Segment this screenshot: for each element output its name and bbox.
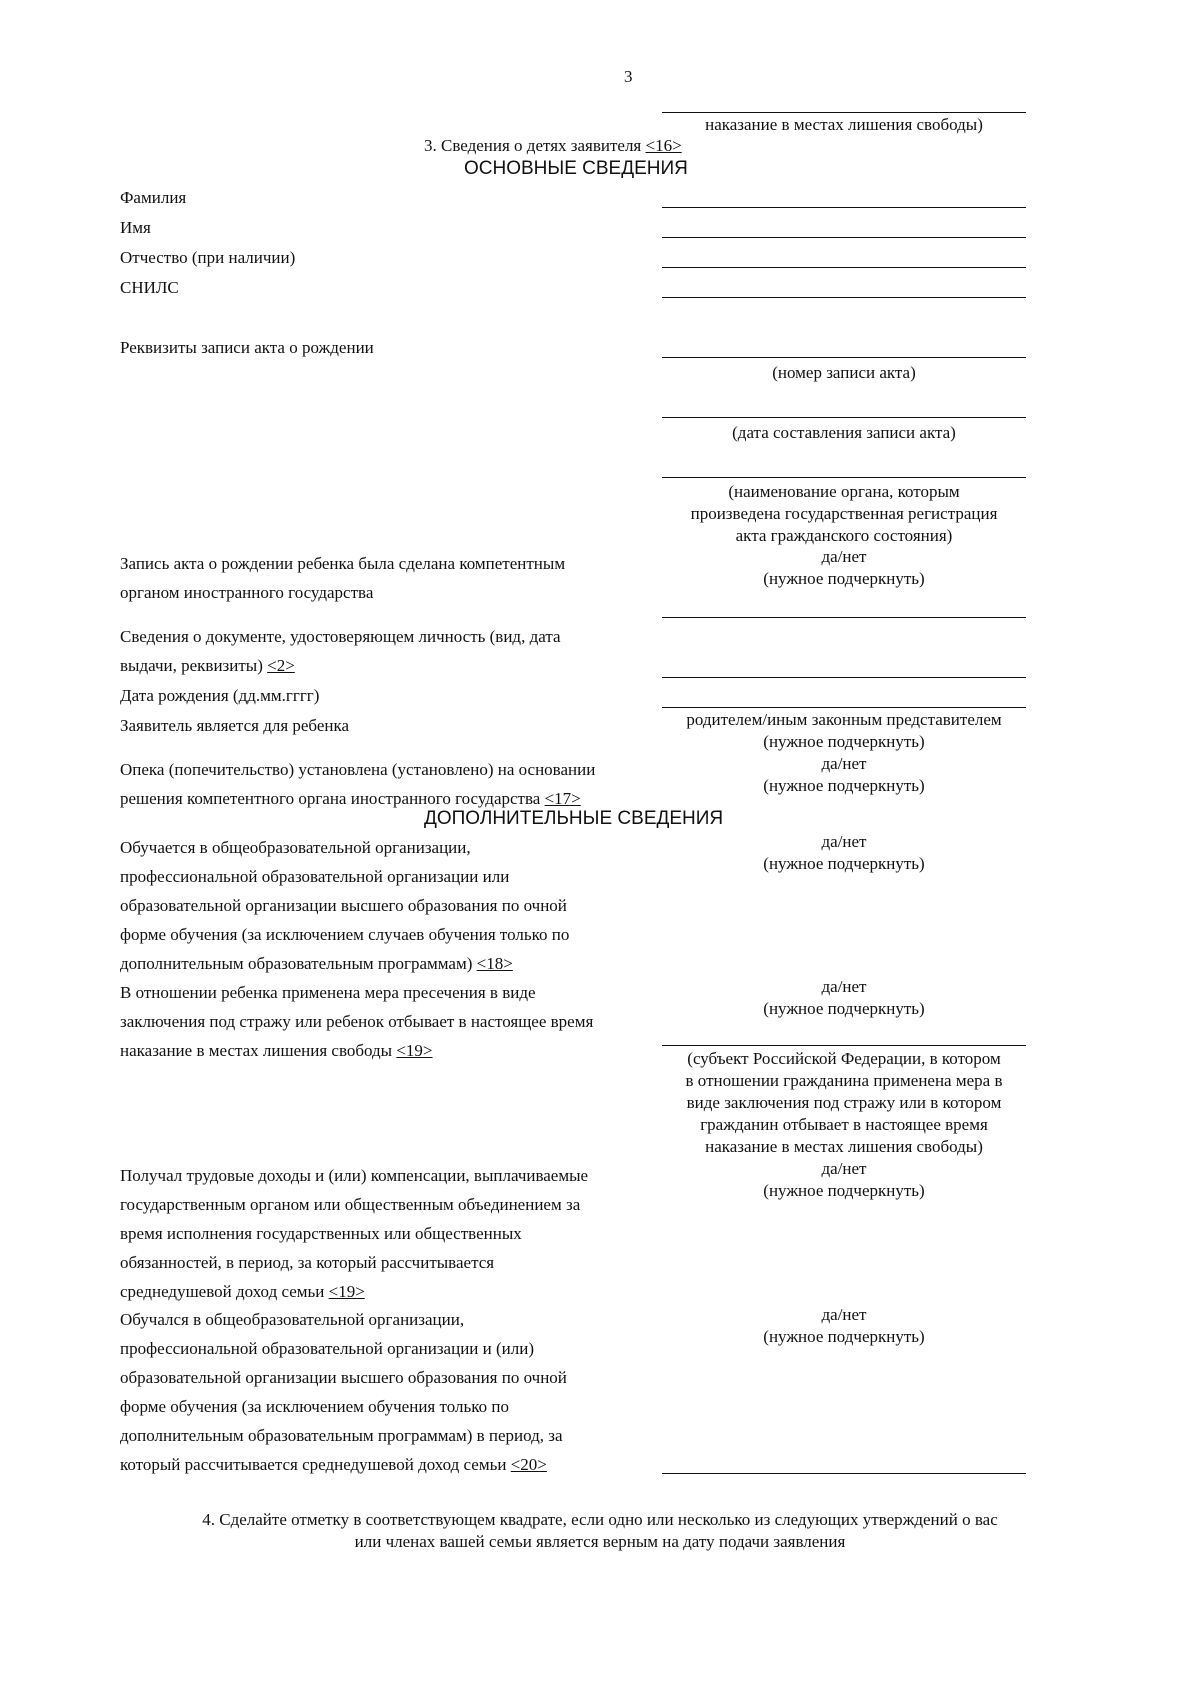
authority-caption bbox=[664, 481, 1024, 547]
studied-line: профессиональной образовательной организации и (или) bbox=[120, 1339, 534, 1358]
authority-caption-line: произведена государственная регистрация bbox=[690, 504, 998, 523]
subject-field[interactable] bbox=[662, 1045, 1026, 1046]
footnote-18-link[interactable]: <18> bbox=[476, 954, 513, 973]
income-line: среднедушевой доход семьи bbox=[120, 1282, 325, 1301]
footnote-20-link[interactable]: <20> bbox=[510, 1455, 547, 1474]
authority-field[interactable] bbox=[662, 477, 1026, 478]
yes-no-option[interactable]: да/нет bbox=[821, 832, 867, 851]
footnote-17-link[interactable]: <17> bbox=[544, 789, 581, 808]
underline-hint: (нужное подчеркнуть) bbox=[763, 1327, 925, 1346]
income-line: обязанностей, в период, за который рассчитывается bbox=[120, 1253, 495, 1272]
underline-hint: (нужное подчеркнуть) bbox=[763, 854, 925, 873]
yes-no-option[interactable]: да/нет bbox=[821, 547, 867, 566]
surname-label: Фамилия bbox=[120, 188, 187, 207]
guardianship-line: Опека (попечительство) установлена (установлено) на основании bbox=[120, 760, 596, 779]
id-document-line: выдачи, реквизиты) bbox=[120, 656, 263, 675]
custody-label bbox=[120, 978, 593, 1065]
birth-record-label: Реквизиты записи акта о рождении bbox=[120, 338, 374, 357]
footnote-19b-link[interactable]: <19> bbox=[328, 1282, 365, 1301]
authority-caption-line: (наименование органа, которым bbox=[728, 482, 960, 501]
income-line: Получал трудовые доходы и (или) компенсации, выплачиваемые bbox=[120, 1166, 589, 1185]
income-line: время исполнения государственных или общественных bbox=[120, 1224, 522, 1243]
yes-no-option[interactable]: да/нет bbox=[821, 1305, 867, 1324]
main-info-subtitle: ОСНОВНЫЕ СВЕДЕНИЯ bbox=[464, 158, 688, 179]
underline-hint: (нужное подчеркнуть) bbox=[763, 1181, 925, 1200]
subject-caption-line: в отношении гражданина применена мера в bbox=[685, 1071, 1003, 1090]
subject-caption-line: (субъект Российской Федерации, в котором bbox=[687, 1049, 1001, 1068]
income-line: государственным органом или общественным объединением за bbox=[120, 1195, 581, 1214]
income-label bbox=[120, 1161, 588, 1306]
id-document-field[interactable] bbox=[662, 617, 1026, 618]
studies-line: профессиональной образовательной организации или bbox=[120, 867, 510, 886]
id-document-line: Сведения о документе, удостоверяющем личность (вид, дата bbox=[120, 627, 561, 646]
record-number-caption: (номер записи акта) bbox=[772, 363, 916, 382]
footnote-16-link[interactable]: <16> bbox=[645, 136, 682, 155]
foreign-record-answer[interactable] bbox=[664, 546, 1024, 590]
underline-hint: (нужное подчеркнуть) bbox=[763, 776, 925, 795]
applicant-role-answer[interactable] bbox=[664, 709, 1024, 753]
studied-line: форме обучения (за исключением обучения только по bbox=[120, 1397, 509, 1416]
subject-caption-line: гражданин отбывает в настоящее время bbox=[700, 1115, 988, 1134]
foreign-record-line: Запись акта о рождении ребенка была сделана компетентным bbox=[120, 554, 566, 573]
studied-line: который рассчитывается среднедушевой доход семьи bbox=[120, 1455, 507, 1474]
extra-info-subtitle: ДОПОЛНИТЕЛЬНЫЕ СВЕДЕНИЯ bbox=[424, 808, 724, 829]
top-caption: наказание в местах лишения свободы) bbox=[705, 115, 983, 134]
applicant-role-options[interactable]: родителем/иным законным представителем bbox=[686, 710, 1002, 729]
underline-hint: (нужное подчеркнуть) bbox=[763, 569, 925, 588]
section-4-line: 4. Сделайте отметку в соответствующем квадрате, если одно или несколько из следующих утверждений о вас bbox=[202, 1510, 998, 1529]
surname-field[interactable] bbox=[662, 207, 1026, 208]
birth-date-label: Дата рождения (дд.мм.гггг) bbox=[120, 686, 320, 705]
record-date-field[interactable] bbox=[662, 417, 1026, 418]
name-field[interactable] bbox=[662, 237, 1026, 238]
id-document-label bbox=[120, 622, 561, 680]
studies-line: дополнительным образовательным программам) bbox=[120, 954, 473, 973]
yes-no-option[interactable]: да/нет bbox=[821, 1159, 867, 1178]
record-date-caption: (дата составления записи акта) bbox=[732, 423, 956, 442]
underline-hint: (нужное подчеркнуть) bbox=[763, 999, 925, 1018]
studied-line-6 bbox=[120, 1450, 567, 1479]
snils-field[interactable] bbox=[662, 297, 1026, 298]
yes-no-option[interactable]: да/нет bbox=[821, 754, 867, 773]
applicant-is-label: Заявитель является для ребенка bbox=[120, 716, 350, 735]
footnote-19-link[interactable]: <19> bbox=[396, 1041, 433, 1060]
name-label: Имя bbox=[120, 218, 151, 237]
section-3-title bbox=[424, 131, 682, 160]
subject-caption bbox=[664, 1048, 1024, 1158]
studies-answer[interactable] bbox=[664, 831, 1024, 875]
custody-line-3 bbox=[120, 1036, 593, 1065]
underline-hint: (нужное подчеркнуть) bbox=[763, 732, 925, 751]
custody-answer[interactable] bbox=[664, 976, 1024, 1020]
guardianship-answer[interactable] bbox=[664, 753, 1024, 797]
top-underline bbox=[662, 112, 1026, 113]
custody-line: В отношении ребенка применена мера пресечения в виде bbox=[120, 983, 536, 1002]
studied-line: дополнительным образовательным программам) в период, за bbox=[120, 1426, 563, 1445]
studied-label bbox=[120, 1305, 567, 1479]
patronymic-field[interactable] bbox=[662, 267, 1026, 268]
studies-line: форме обучения (за исключением случаев обучения только по bbox=[120, 925, 570, 944]
guardianship-line: решения компетентного органа иностранного государства bbox=[120, 789, 541, 808]
yes-no-option[interactable]: да/нет bbox=[821, 977, 867, 996]
record-number-field[interactable] bbox=[662, 357, 1026, 358]
section-4-intro bbox=[100, 1509, 1100, 1553]
guardianship-label bbox=[120, 755, 595, 813]
page-number: 3 bbox=[624, 67, 633, 86]
section-4-line: или членах вашей семьи является верным на дату подачи заявления bbox=[354, 1532, 846, 1551]
foreign-record-line: органом иностранного государства bbox=[120, 583, 374, 602]
custody-line: заключения под стражу или ребенок отбывает в настоящее время bbox=[120, 1012, 594, 1031]
studies-line: образовательной организации высшего образования по очной bbox=[120, 896, 567, 915]
snils-label: СНИЛС bbox=[120, 278, 179, 297]
studied-line: образовательной организации высшего образования по очной bbox=[120, 1368, 567, 1387]
id-document-line-2 bbox=[120, 651, 561, 680]
section-3-title-text: 3. Сведения о детях заявителя bbox=[424, 136, 642, 155]
foreign-record-label bbox=[120, 549, 565, 607]
studies-line-5 bbox=[120, 949, 569, 978]
custody-line: наказание в местах лишения свободы bbox=[120, 1041, 393, 1060]
birth-date-field[interactable] bbox=[662, 707, 1026, 708]
id-document-field-2[interactable] bbox=[662, 677, 1026, 678]
footnote-2-link[interactable]: <2> bbox=[267, 656, 295, 675]
studied-field[interactable] bbox=[662, 1473, 1026, 1474]
income-answer[interactable] bbox=[664, 1158, 1024, 1202]
studies-line: Обучается в общеобразовательной организации, bbox=[120, 838, 471, 857]
studied-answer[interactable] bbox=[664, 1304, 1024, 1348]
income-line-5 bbox=[120, 1277, 588, 1306]
subject-caption-line: наказание в местах лишения свободы) bbox=[705, 1137, 983, 1156]
studies-label bbox=[120, 833, 569, 978]
studied-line: Обучался в общеобразовательной организации, bbox=[120, 1310, 465, 1329]
subject-caption-line: виде заключения под стражу или в котором bbox=[686, 1093, 1002, 1112]
patronymic-label: Отчество (при наличии) bbox=[120, 248, 296, 267]
authority-caption-line: акта гражданского состояния) bbox=[735, 526, 953, 545]
